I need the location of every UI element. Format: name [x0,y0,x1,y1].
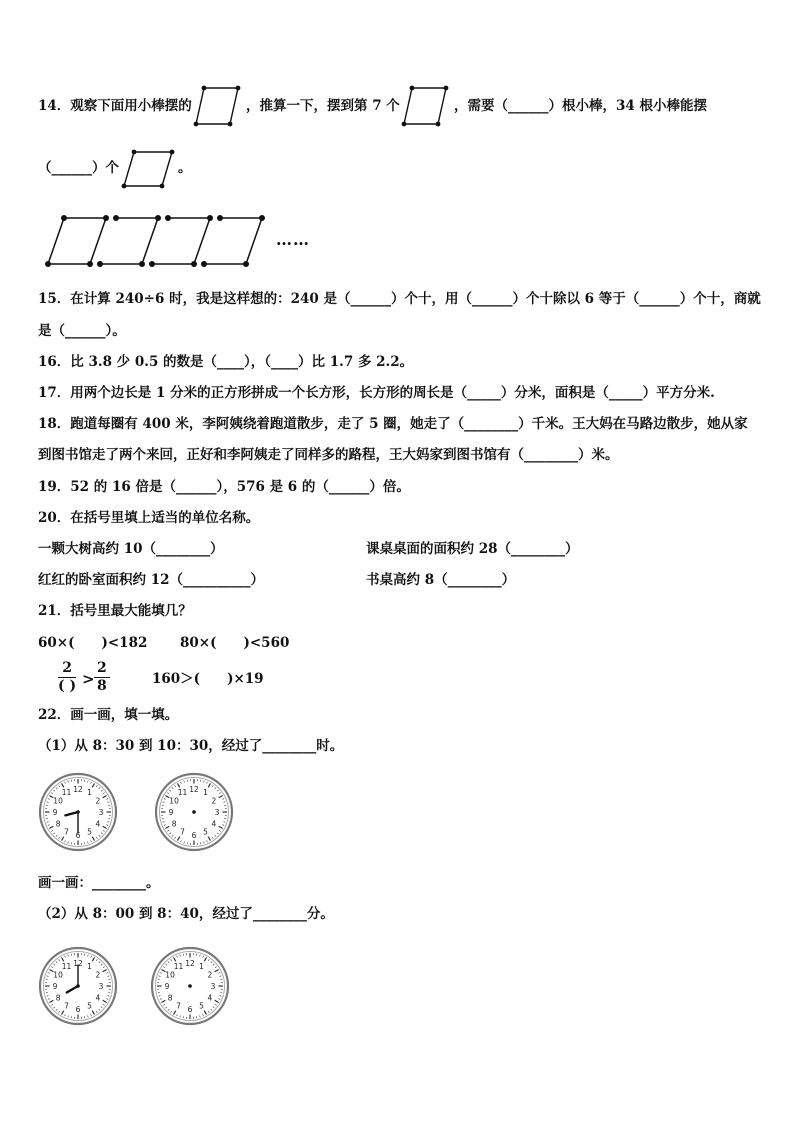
parallelogram-icon [400,84,450,128]
clock-tick [160,973,162,974]
clock-tick [56,835,57,836]
clock-number: 2 [95,796,101,806]
clock-number: 6 [187,1004,193,1014]
clock-number: 1 [87,787,92,797]
clock-tick [62,783,64,787]
clock-tick [49,1000,53,1002]
clock-tick [51,793,53,794]
greater-than-sign: > [82,670,95,688]
q18-line1: 18．跑道每圈有 400 米，李阿姨绕着跑道散步，走了 5 圈，她走了（________）千米。王大妈在马路边散步，她从家 [38,416,748,432]
q14-text-part1: 14．观察下面用小棒摆的 [38,98,192,114]
q20-item-b: 课桌桌面的面积约 28（________） [366,541,579,557]
clock-tick [211,961,212,962]
clock-number: 7 [180,827,185,837]
clock-number: 3 [210,981,216,991]
clock-tick [204,957,206,961]
clock-tick [107,996,109,997]
clock-tick [208,837,210,841]
clock-number: 1 [203,787,208,797]
clock-number: 5 [87,827,92,837]
clock-tick [91,840,92,842]
clock-tick [103,970,107,972]
clock-center [188,984,192,988]
clock-tick [106,999,108,1000]
clock-number: 1 [199,961,204,971]
clock-tick [96,837,97,839]
clock-tick [165,826,169,828]
clock-number: 5 [203,827,208,837]
clock-number: 3 [98,981,104,991]
clock-tick [169,833,170,834]
clock-number: 7 [64,827,69,837]
clock-number: 11 [173,961,184,971]
clock-number: 6 [191,830,197,840]
clock-tick [204,1011,206,1015]
q14-text-line2a: （______）个 [38,160,119,176]
clock-tick [88,841,89,843]
q14-text-line2b: 。 [178,160,192,176]
clock-number: 9 [168,807,174,817]
clock-tick [178,837,180,841]
q20-item-c: 红红的卧室面积约 12（__________） [38,572,264,588]
clock-tick [200,1015,201,1017]
clock-tick [168,961,169,962]
clock-tick [68,781,69,783]
clock-tick [212,837,213,839]
clock-tick [215,1000,219,1002]
clock-tick [99,1009,100,1010]
clock-tick [91,782,92,784]
clock-tick [59,837,60,839]
clock-tick [101,790,102,791]
clock-number: 4 [95,993,101,1003]
clock-tick [53,1007,54,1008]
clock-tick [165,964,166,965]
clock-tick [167,830,169,831]
clock-tick [92,837,94,841]
clock-tick [163,967,165,968]
q21-fraction-2 [94,660,110,695]
clock-tick [96,959,97,961]
clock-number: 11 [61,961,72,971]
clock-tick [107,976,109,977]
clock-tick [175,837,176,839]
clock-tick [47,996,49,997]
clock-tick [103,1004,105,1005]
clock-tick [62,1011,64,1015]
clock-icon [150,946,230,1026]
clock-tick [103,830,105,831]
q15-line1: 15．在计算 240÷6 时，我是这样想的：240 是（______）个十，用（______）个十除以 6 等于（______）个十，商就 [38,291,761,307]
clock-tick [218,999,220,1000]
q22-draw: 画一画：________。 [38,875,160,891]
clock-number: 9 [52,981,58,991]
clock-number: 6 [75,1004,81,1014]
clock-number: 9 [52,807,58,817]
clock-tick [171,1011,172,1013]
clock-number: 2 [95,970,101,980]
clock-tick [103,1000,107,1002]
clock-tick [88,1015,89,1017]
clock-tick [222,825,224,826]
clock-tick [107,822,109,823]
clock-number: 11 [61,787,72,797]
clock-tick [213,1007,214,1008]
clock-tick [68,1015,69,1017]
clock-number: 8 [55,819,61,829]
ellipsis: …… [276,230,310,249]
clock-tick [65,782,66,784]
q20-item-d: 书桌高约 8（________） [366,572,516,588]
clock-tick [184,781,185,783]
q14-text-part2: ，推算一下，摆到第 7 个 [246,98,400,114]
clock-tick [207,840,208,842]
clock-tick [103,826,107,828]
clock-tick [215,967,217,968]
clock-tick [48,999,50,1000]
q21-item-d: 160＞( )×19 [152,671,264,687]
clock-number: 12 [73,958,83,968]
clock-number: 4 [95,819,101,829]
q21-fraction-1 [58,660,76,695]
clock-tick [215,835,216,836]
q16: 16．比 3.8 少 0.5 的数是（____），（____）比 1.7 多 2.2。 [38,354,414,370]
q22-part2: （2）从 8：00 到 8：40，经过了________分。 [38,906,334,922]
clock-number: 9 [164,981,170,991]
fraction-numerator: 2 [94,660,110,678]
clock-tick [62,957,64,961]
clock-tick [184,841,185,843]
clock-tick [177,1014,178,1016]
clock-tick [217,790,218,791]
clock-tick [159,996,161,997]
clock-tick [181,840,182,842]
clock-number: 2 [211,796,217,806]
clock-number: 10 [165,970,175,980]
clock-tick [62,837,64,841]
q15-line2: 是（______）。 [38,323,126,339]
clock-number: 7 [176,1001,181,1011]
clock-tick [165,1007,166,1008]
clock-tick [213,964,214,965]
clock-number: 8 [171,819,177,829]
clock-tick [51,830,53,831]
clock-number: 5 [87,1001,92,1011]
clock-tick [218,973,220,974]
clock-tick [65,840,66,842]
clock-tick [163,822,165,823]
clock-icon [38,946,118,1026]
clock-tick [106,799,108,800]
clock-center [76,810,80,814]
q19: 19．52 的 16 倍是（______），576 是 6 的（______）倍。 [38,479,410,495]
clock-tick [107,802,109,803]
clock-tick [164,825,166,826]
parallelogram-icon [120,148,176,190]
clock-number: 4 [207,993,213,1003]
q22-title: 22．画一画，填一填。 [38,707,179,723]
clock-tick [208,959,209,961]
hour-hand [67,986,78,993]
clock-number: 12 [185,958,195,968]
clock-number: 12 [73,784,83,794]
clock-tick [172,787,173,788]
q14-text-part3: ，需要（______）根小棒，34 根小棒能摆 [454,98,707,114]
clock-tick [47,976,49,977]
fraction-denominator: ( ) [58,678,77,694]
clock-tick [215,787,216,788]
clock-tick [169,790,170,791]
clock-tick [96,785,97,787]
clock-tick [65,1014,66,1016]
clock-number: 3 [214,807,220,817]
clock-tick [215,1004,217,1005]
clock-tick [103,967,105,968]
clock-tick [47,822,49,823]
clock-tick [96,1011,97,1013]
clock-number: 2 [207,970,213,980]
clock-number: 1 [87,961,92,971]
clock-number: 8 [55,993,61,1003]
clock-tick [163,1004,165,1005]
clock-tick [51,967,53,968]
clock-center [76,984,80,988]
clock-tick [171,959,172,961]
q21-item-a: 60×( )<182 [38,635,148,651]
clock-tick [207,782,208,784]
clock-tick [49,826,53,828]
q17: 17．用两个边长是 1 分米的正方形拼成一个长方形，长方形的周长是（_____）分米，面积是（_____）平方分米. [38,385,715,401]
clock-tick [65,956,66,958]
clock-tick [174,1011,176,1015]
q20-item-a: 一颗大树高约 10（________） [38,541,224,557]
clock-tick [223,802,225,803]
clock-tick [92,1011,94,1015]
clock-tick [223,822,225,823]
clock-tick [208,1011,209,1013]
clock-tick [59,959,60,961]
clock-tick [88,955,89,957]
clock-tick [88,781,89,783]
clock-tick [175,785,176,787]
clock-tick [200,955,201,957]
clock-number: 6 [75,830,81,840]
clock-tick [161,1000,165,1002]
clock-tick [99,835,100,836]
clock-tick [91,956,92,958]
clock-tick [215,970,219,972]
clock-tick [91,1014,92,1016]
clock-tick [168,1009,169,1010]
clock-tick [222,799,224,800]
clock-icon [154,772,234,852]
clock-tick [92,783,94,787]
hour-hand [65,812,78,815]
q22-part1: （1）从 8：30 到 10：30，经过了________时。 [38,738,344,754]
clock-tick [56,787,57,788]
clock-tick [219,976,221,977]
clock-tick [204,841,205,843]
clock-number: 10 [53,796,63,806]
clock-tick [53,790,54,791]
clock-tick [203,956,204,958]
clock-icon [38,772,118,852]
clock-tick [106,825,108,826]
clock-tick [180,955,181,957]
clock-tick [219,796,223,798]
clock-tick [174,957,176,961]
clock-tick [180,1015,181,1017]
clock-tick [103,793,105,794]
clock-tick [99,961,100,962]
clock-tick [56,1009,57,1010]
fraction-denominator: 8 [97,678,107,694]
fraction-numerator: 2 [58,660,76,678]
clock-tick [101,964,102,965]
clock-tick [219,996,221,997]
clock-tick [101,833,102,834]
clock-tick [181,782,182,784]
clock-tick [51,1004,53,1005]
clock-number: 10 [53,970,63,980]
clock-tick [48,973,50,974]
clock-tick [101,1007,102,1008]
clock-tick [48,825,50,826]
clock-tick [68,841,69,843]
clock-number: 3 [98,807,104,817]
q18-line2: 到图书馆走了两个来回，正好和李阿姨走了同样多的路程，王大妈家到图书馆有（________）米。 [38,447,619,463]
clock-tick [219,830,221,831]
clock-tick [208,783,210,787]
clock-tick [103,796,107,798]
clock-tick [47,802,49,803]
clock-tick [211,1009,212,1010]
clock-number: 12 [189,784,199,794]
clock-tick [56,961,57,962]
clock-tick [177,956,178,958]
clock-tick [59,1011,60,1013]
clock-tick [92,957,94,961]
clock-tick [68,955,69,957]
q21-title: 21．括号里最大能填几？ [38,603,192,619]
parallelogram-icon [192,84,242,128]
clock-number: 4 [211,819,217,829]
clock-tick [99,787,100,788]
clock-tick [106,973,108,974]
clock-tick [163,802,165,803]
clock-tick [212,785,213,787]
clock-tick [219,793,221,794]
clock-number: 7 [64,1001,69,1011]
clock-tick [53,964,54,965]
clock-number: 10 [169,796,179,806]
clock-tick [48,799,50,800]
clock-center [192,810,196,814]
parallelogram-row-figure [38,210,278,270]
clock-tick [53,833,54,834]
clock-tick [159,976,161,977]
q20-title: 20．在括号里填上适当的单位名称。 [38,510,260,526]
clock-number: 11 [177,787,188,797]
clock-tick [164,799,166,800]
clock-tick [219,826,223,828]
clock-tick [160,999,162,1000]
clock-tick [167,793,169,794]
q21-item-b: 80×( )<560 [180,635,290,651]
clock-number: 5 [199,1001,204,1011]
clock-tick [178,783,180,787]
clock-tick [203,1014,204,1016]
clock-tick [59,785,60,787]
clock-tick [172,835,173,836]
clock-tick [204,781,205,783]
clock-number: 8 [167,993,173,1003]
clock-tick [217,833,218,834]
